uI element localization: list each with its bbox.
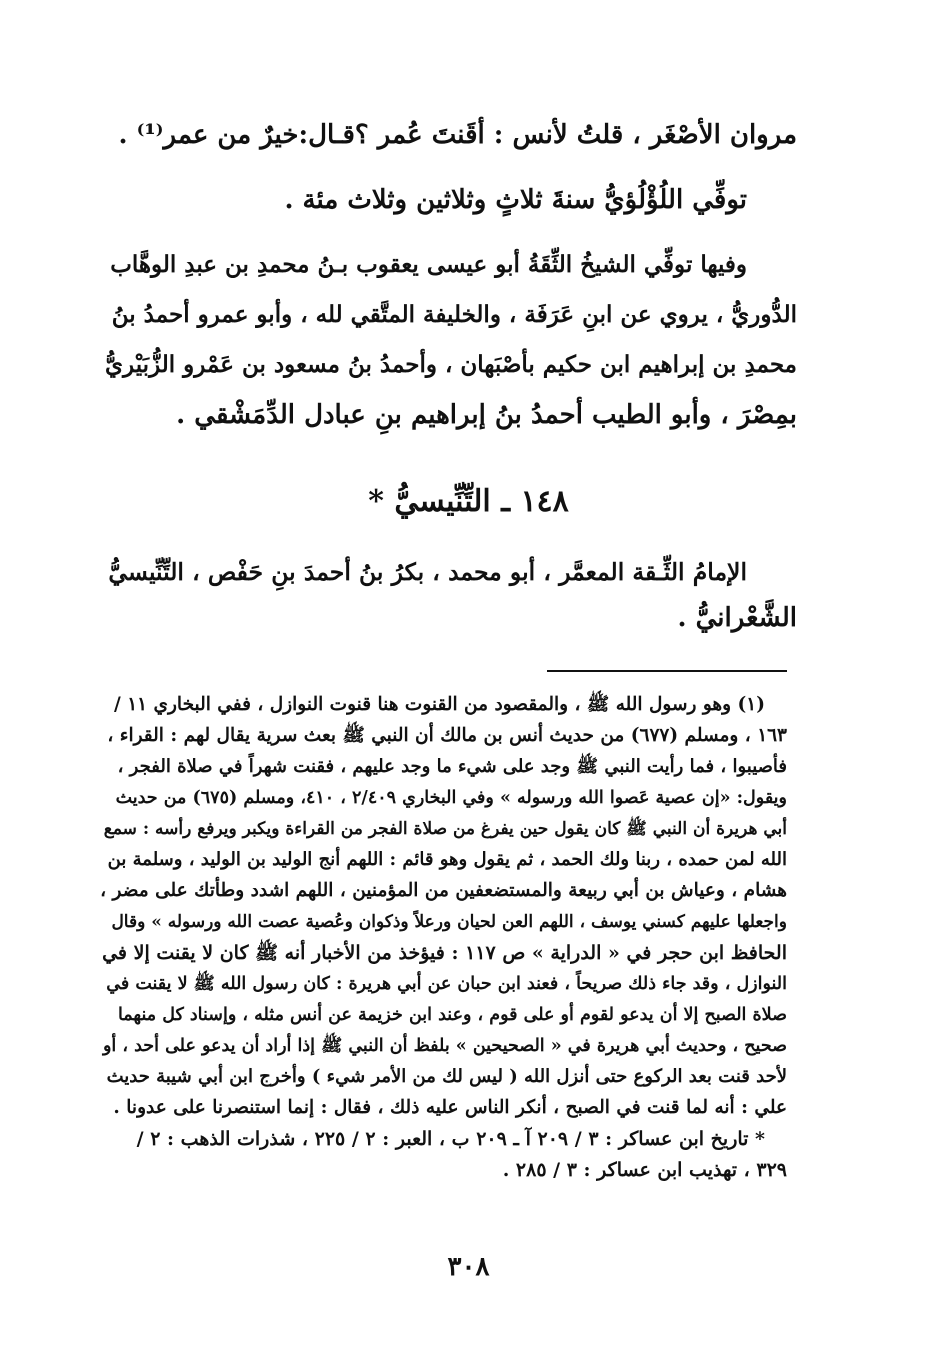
main-text-line: مروان الأصْغَر ، قلتُ لأنس : أقَنتَ عُمر ؟قـال:خيرٌ من عمر⁽¹⁾ . [118,120,797,150]
footnote-line: صحيح ، وحديث أبي هريرة في « الصحيحين » بلفظ أن النبي ﷺ إذا أراد أن يدعو على أحد ، أو [102,1036,787,1056]
page-number: ٣٠٨ [447,1252,490,1282]
main-text-line: توفِّي اللُؤْلُؤيُّ سنةَ ثلاثٍ وثلاثين وثلاث مئة . [284,185,747,215]
footnote-line: ويقول: «إن عصية عَصوا الله ورسوله » وفي البخاري ٢/٤٠٩ ، ٤١٠، ومسلم (٦٧٥) من حديث [115,788,787,808]
footnote-line: أبي هريرة أن النبي ﷺ كان يقول حين يفرغ من صلاة الفجر من القراءة ويكبر ويرفع رأسه : سمع [103,819,787,839]
footnote-line: ٣٢٩ ، تهذيب ابن عساكر : ٣ / ٢٨٥ . [502,1159,787,1181]
footnote-line: فأصيبوا ، فما رأيت النبي ﷺ وجد على شيء ما وجد عليهم ، فقنت شهراً في صلاة الفجر ، [117,756,787,777]
footnote-line: * تاريخ ابن عساكر : ٣ / ٢٠٩ آ ـ ٢٠٩ ب ، العبر : ٢ / ٢٢٥ ، شذرات الذهب : ٢ / [136,1128,765,1150]
main-text-line: بمِصْرَ ، وأبو الطيب أحمدُ بنُ إبراهيم بنِ عبادل الدِّمَشْقي . [176,400,797,430]
main-text-line: محمدِ بن إبراهيم ابن حكيم بأصْبَهان ، وأحمدُ بنُ مسعود بن عَمْرو الزُّبَيْريُّ [105,351,797,378]
footnote-line: صلاة الصبح إلا أن يدعو لقوم أو على قوم ، وعند ابن خزيمة عن أنس مثله ، وإسناد كل منهما [117,1005,787,1025]
entry-text-line: الإمامُ الثِّـقة المعمَّر ، أبو محمد ، بكرُ بنُ أحمدَ بنِ حَفْص ، التِّنِّيسيُّ [108,558,747,586]
footnote-line: لأحد قنت بعد الركوع حتى أنزل الله ( ليس لك من الأمر شيء ) وأخرج ابن أبي شيبة حديث [106,1066,787,1087]
footnote-line: النوازل ، وقد جاء ذلك صريحاً ، فعند ابن حبان عن أبي هريرة : كان رسول الله ﷺ لا يقنت في [106,974,787,994]
footnote-line: هشام ، وعياش بن أبي ربيعة والمستضعفين من المؤمنين ، اللهم اشدد وطأتك على مضر ، [100,880,787,901]
main-text-line: وفيها توفِّي الشيخُ الثِّقَةُ أبو عيسى يعقوب بـنُ محمدِ بن عبدِ الوهَّاب [110,251,747,278]
footnote-line: واجعلها عليهم كسني يوسف ، اللهم العن لحيان ورعلاً وذكوان وعُصية عصت الله ورسوله » وقال [111,912,787,932]
footnote-line: (١) وهو رسول الله ﷺ ، والمقصود من القنوت هنا قنوت النوازل ، ففي البخاري ١١ / [114,694,765,715]
entry-heading: ١٤٨ ـ التِّنِّيسيُّ * [368,484,569,519]
footnote-separator [547,670,787,672]
footnote-line: ١٦٣ ، ومسلم (٦٧٧) من حديث أنس بن مالك أن النبي ﷺ بعث سرية يقال لهم : القراء ، [107,725,787,746]
entry-text-line: الشَّعْرانيُّ . [677,603,797,633]
main-text-line: الدُّوريُّ ، يروي عن ابنِ عَرَفَة ، والخليفة المتَّقي لله ، وأبو عمرو أحمدُ بنُ [111,301,797,328]
footnote-line: الحافظ ابن حجر في « الدراية » ص ١١٧ : فيؤخذ من الأخبار أنه ﷺ كان لا يقنت إلا في [102,942,787,964]
footnote-line: علي : أنه لما قنت في الصبح ، أنكر الناس عليه ذلك ، فقال : إنما استنصرنا على عدونا . [113,1097,787,1118]
footnote-line: الله لمن حمده ، ربنا ولك الحمد ، ثم يقول وهو قائم : اللهم أنج الوليد بن الوليد ، وسلمة بن [107,849,787,870]
